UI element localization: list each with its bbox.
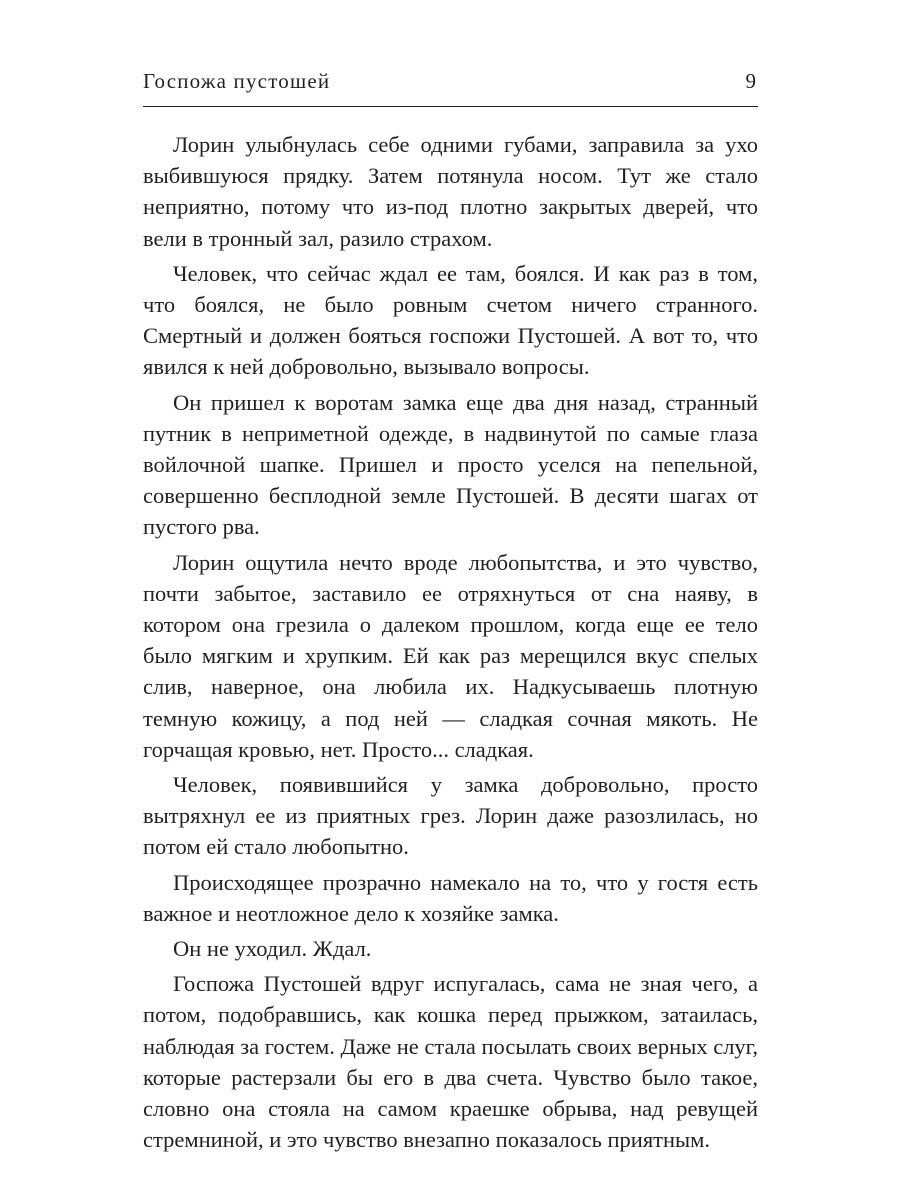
paragraph: Он пришел к воротам замка еще два дня назад, странный путник в неприметной одежде, в надвинутой по самые глаза войлочной шапке. Пришел и просто уселся на пепельной, совершенно бесплодной земле Пустошей. В десяти шагах от пустого рва. (143, 389, 758, 540)
paragraph: Происходящее прозрачно намекало на то, что у гостя есть важное и неотложное дело к хозяйке замка. (143, 869, 758, 926)
running-title: Госпожа пустошей (143, 69, 331, 93)
paragraph: Человек, что сейчас ждал ее там, боялся. И как раз в том, что боялся, не было ровным счетом ничего странного. Смертный и должен бояться госпожи Пустошей. А вот то, что явился к ней добровольно, вызывало вопросы. (143, 260, 758, 380)
paragraph: Лорин улыбнулась себе одними губами, заправила за ухо выбившуюся прядку. Затем потянула носом. Тут же стало неприятно, потому что из-под плотно закрытых дверей, что вели в тронный зал, разило страхом. (143, 132, 758, 251)
paragraph: Лорин ощутила нечто вроде любопытства, и это чувство, почти забытое, заставило ее отряхнуться от сна наяву, в котором она грезила о далеком прошлом, когда еще ее тело было мягким и хрупким. Ей как раз мерещился вкус спелых слив, наверное, она любила их. Надкусываешь плотную темную кожицу, а под ней — сладкая сочная мякоть. Не горчащая кровью, нет. Просто... сладкая. (143, 549, 758, 762)
paragraph: Он не уходил. Ждал. (173, 936, 372, 962)
paragraph: Человек, появившийся у замка добровольно, просто вытряхнул ее из приятных грез. Лорин даже разозлилась, но потом ей стало любопытно. (143, 772, 758, 860)
header-rule (143, 106, 758, 107)
running-header (143, 66, 758, 106)
body-text (143, 129, 758, 1160)
paragraph: Госпожа Пустошей вдруг испугалась, сама не зная чего, а потом, подобравшись, как кошка перед прыжком, затаилась, наблюдая за гостем. Даже не стала посылать своих верных слуг, которые растерзали бы его в два счета. Чувство было такое, словно она стояла на самом краешке обрыва, над ревущей стремниной, и это чувство внезапно показалось приятным. (143, 971, 758, 1153)
page-number: 9 (745, 69, 756, 93)
